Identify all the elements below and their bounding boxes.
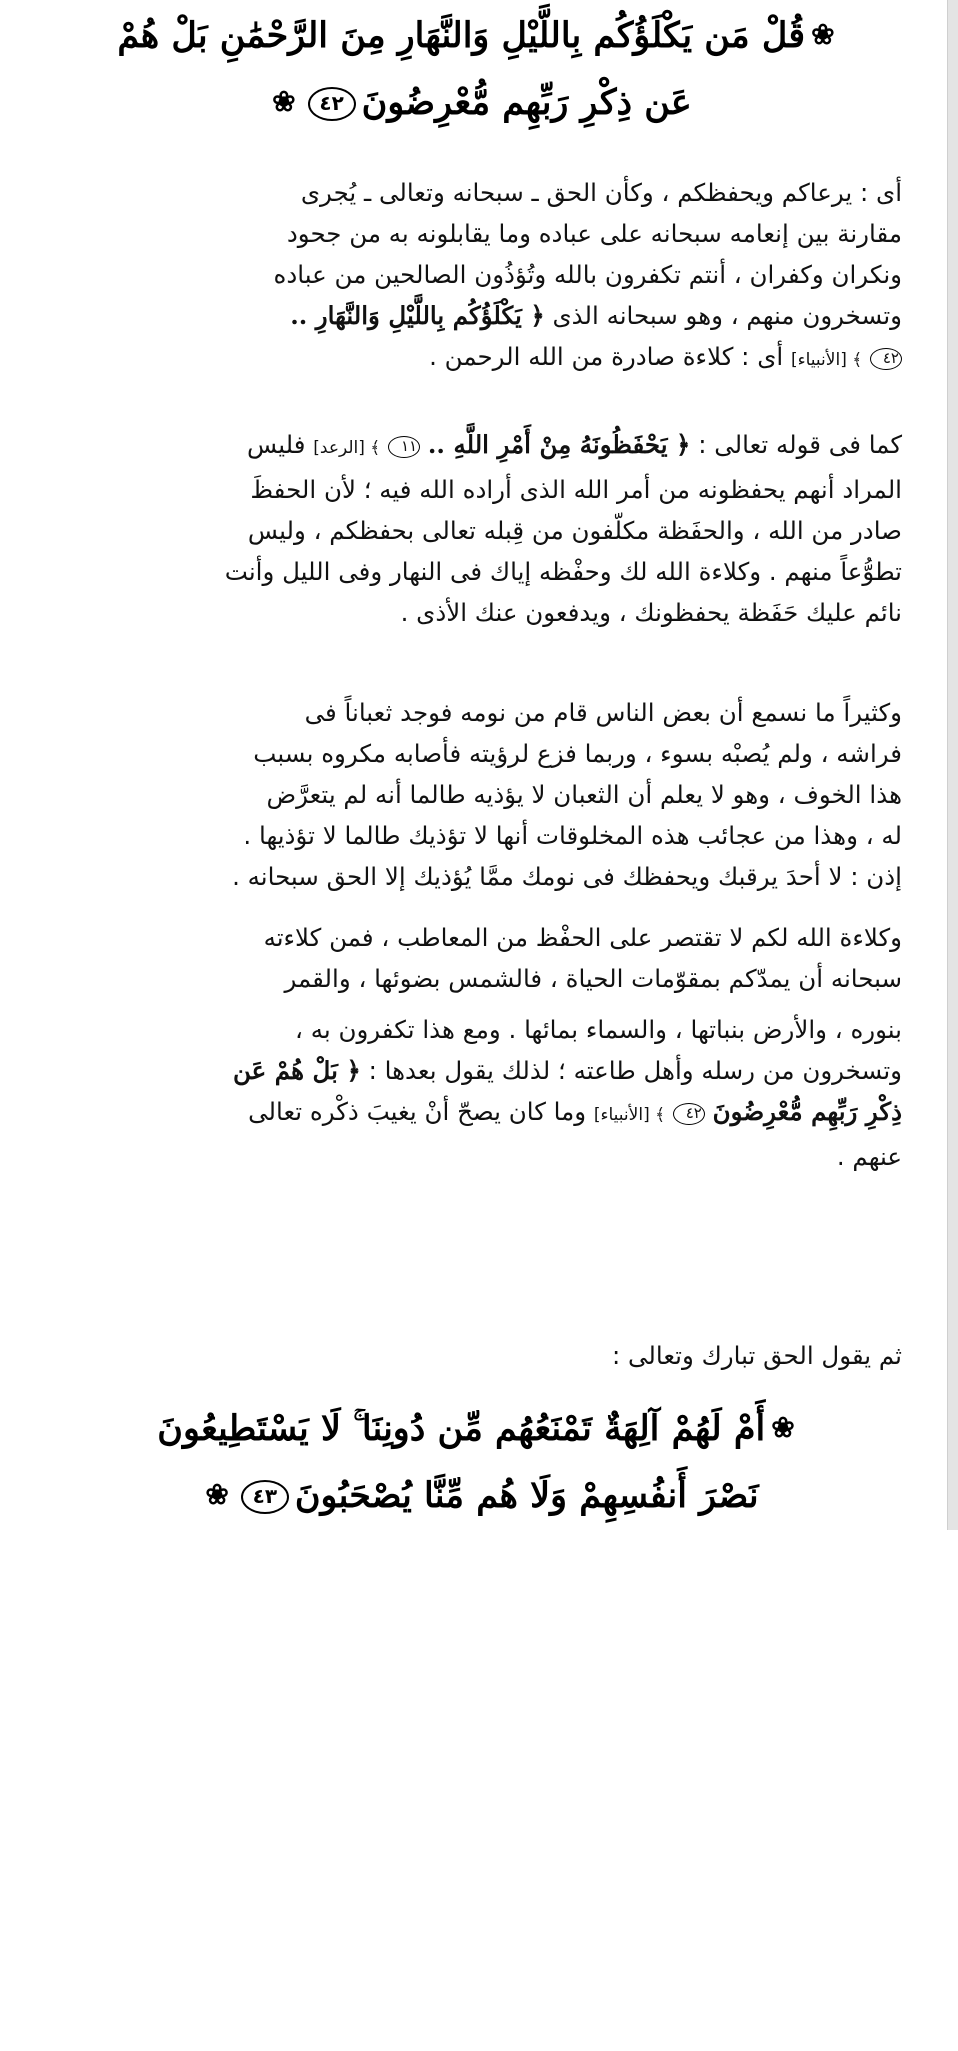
ornament-icon: ❀ (205, 1478, 229, 1511)
paragraph (60, 424, 902, 633)
text-line (60, 295, 902, 336)
ayah-number-badge: ١١ (388, 436, 420, 458)
verse-text: أَمْ لَهُمْ آلِهَةٌ تَمْنَعُهُم مِّن دُونِنَا ۚ لَا يَسْتَطِيعُونَ (157, 1408, 766, 1449)
quran-verse-bottom (34, 1395, 924, 1529)
text-line: سبحانه أن يمدّكم بمقوّمات الحياة ، فالشمس بضوئها ، والقمر (284, 964, 902, 993)
quoted-verse: ذِكْرِ رَبِّهِم مُّعْرِضُونَ (712, 1097, 902, 1126)
verse-line (34, 1395, 924, 1462)
text-line: صادر من الله ، والحفَظة مكلّفون من قِبله تعالى بحفظكم ، وليس (247, 516, 902, 545)
text-span: وتسخرون من رسله وأهل طاعته ؛ لذلك يقول بعدها : (368, 1056, 902, 1085)
text-line: تطوُّعاً منهم . وكلاءة الله لك وحفْظه إياك فى النهار وفى الليل وأنت (224, 557, 902, 586)
paragraph (60, 917, 902, 1177)
verse-line (34, 2, 924, 69)
text-span: وتسخرون منهم ، وهو سبحانه الذى (552, 301, 902, 330)
text-line (60, 424, 902, 469)
text-span: أى : كلاءة صادرة من الله الرحمن . (429, 342, 784, 371)
text-line: بنوره ، والأرض بنباتها ، والسماء بمائها . ومع هذا تكفرون به ، (295, 1015, 902, 1044)
ayah-number-badge: ٤٢ (673, 1103, 705, 1125)
text-line: إذن : لا أحدَ يرقبك ويحفظك فى نومك ممَّا يُؤذيك إلا الحق سبحانه . (232, 862, 902, 891)
quoted-verse: ﴿ يَكْلَؤُكُم بِاللَّيْلِ وَالنَّهَارِ .. (290, 301, 545, 330)
text-span: وما كان يصحّ أنْ يغيبَ ذكْره تعالى (248, 1097, 587, 1126)
quoted-verse: ﴿ يَحْفَظُونَهُ مِنْ أَمْرِ اللَّهِ .. (427, 430, 691, 459)
text-line: وكثيراً ما نسمع أن بعض الناس قام من نومه فوجد ثعباناً فى (304, 698, 902, 727)
surah-reference: ﴾ [الأنبياء] (593, 1105, 666, 1125)
text-line: له ، وهذا من عجائب هذه المخلوقات أنها لا تؤذيك طالما لا تؤذيها . (243, 821, 902, 850)
text-line: نائم عليك حَفَظة يحفظونك ، ويدفعون عنك الأذى . (400, 598, 902, 627)
quoted-verse: ﴿ بَلْ هُمْ عَن (233, 1056, 361, 1085)
paragraph (60, 172, 902, 381)
text-line (60, 336, 902, 381)
surah-reference: ﴾ [الرعد] (313, 438, 381, 458)
surah-reference: ﴾ [الأنبياء] (790, 350, 863, 370)
ornament-icon: ❀ (272, 85, 296, 118)
ornament-icon: ❀ (811, 18, 835, 51)
text-line: وكلاءة الله لكم لا تقتصر على الحفْظ من المعاطب ، فمن كلاءته (263, 923, 902, 952)
text-span: كما فى قوله تعالى : (698, 430, 902, 459)
page-edge (947, 0, 958, 1530)
text-line (60, 1091, 902, 1136)
verse-text: قُلْ مَن يَكْلَؤُكُم بِاللَّيْلِ وَالنَّهَارِ مِنَ الرَّحْمَٰنِ بَلْ هُمْ (117, 15, 806, 56)
text-line: المراد أنهم يحفظونه من أمر الله الذى أراده الله فيه ؛ لأن الحفظَ (250, 475, 902, 504)
ayah-number-badge: ٤٢ (870, 348, 902, 370)
ayah-number-badge: ٤٢ (308, 87, 356, 121)
text-line: عنهم . (836, 1142, 902, 1171)
verse-line (34, 1462, 924, 1529)
text-line: ونكران وكفران ، أنتم تكفرون بالله وتُؤذُون الصالحين من عباده (273, 260, 902, 289)
paragraph (60, 692, 902, 897)
text-line: أى : يرعاكم ويحفظكم ، وكأن الحق ـ سبحانه وتعالى ـ يُجرى (300, 178, 902, 207)
paragraph (60, 1335, 902, 1376)
text-line: مقارنة بين إنعامه سبحانه على عباده وما يقابلونه به من جحود (286, 219, 902, 248)
quran-verse-top (34, 2, 924, 136)
text-line: هذا الخوف ، وهو لا يعلم أن الثعبان لا يؤذيه طالما أنه لم يتعرَّض (266, 780, 902, 809)
verse-text: عَن ذِكْرِ رَبِّهِم مُّعْرِضُونَ (361, 82, 692, 123)
ornament-icon: ❀ (771, 1411, 795, 1444)
ayah-number-badge: ٤٣ (241, 1480, 289, 1514)
text-span: فليس (247, 430, 306, 459)
verse-line (34, 69, 924, 136)
text-line: فراشه ، ولم يُصبْه بسوء ، وربما فزع لرؤيته فأصابه مكروه بسبب (253, 739, 902, 768)
verse-text: نَصْرَ أَنفُسِهِمْ وَلَا هُم مِّنَّا يُصْحَبُونَ (294, 1475, 759, 1516)
text-line: ثم يقول الحق تبارك وتعالى : (611, 1341, 902, 1370)
text-line (60, 1050, 902, 1091)
